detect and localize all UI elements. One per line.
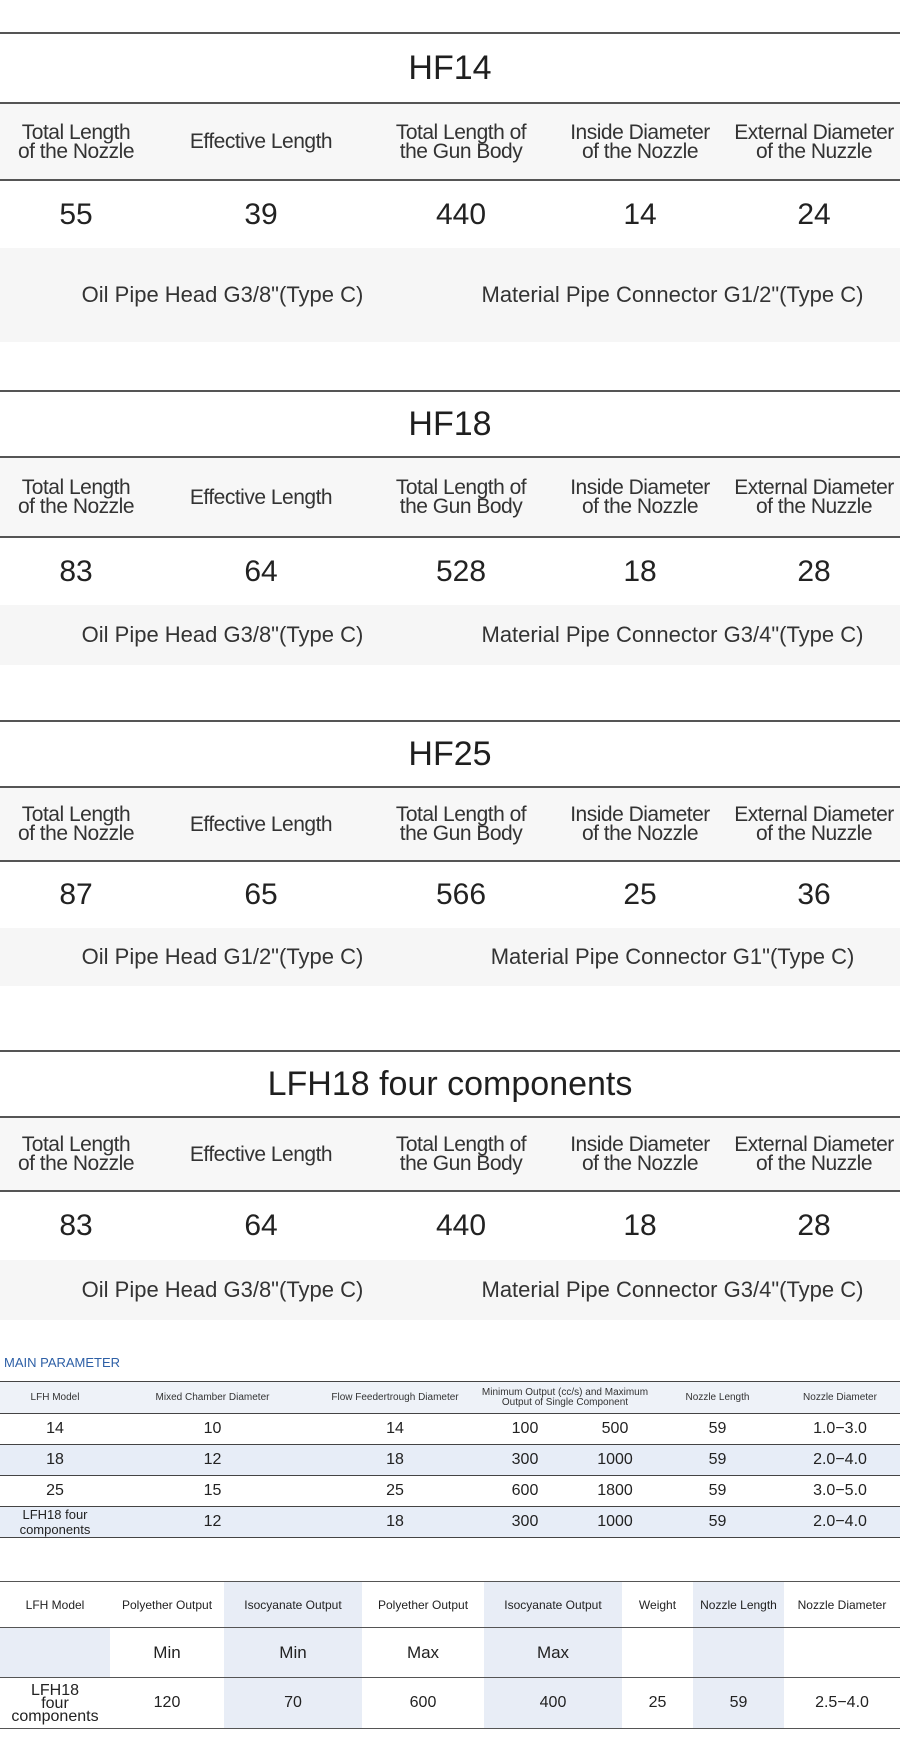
material-pipe-connector: Material Pipe Connector G1/2"(Type C) bbox=[481, 282, 864, 307]
mp-header-mixed-chamber: Mixed Chamber Diameter bbox=[110, 1382, 315, 1414]
header-total-length-gun-body: Total Length of the Gun Body bbox=[395, 476, 527, 518]
out-minmax-cell bbox=[622, 1628, 693, 1678]
value-inside-diameter: 18 bbox=[623, 1209, 657, 1242]
output-minmax-row bbox=[0, 1628, 900, 1678]
value-total-length-gun-body: 566 bbox=[435, 878, 487, 911]
mp-cell: 59 bbox=[655, 1507, 780, 1538]
header-total-length-gun-body: Total Length of the Gun Body bbox=[395, 1133, 527, 1175]
out-header-polyether: Polyether Output bbox=[110, 1582, 224, 1628]
value-total-length-nozzle: 83 bbox=[59, 554, 93, 588]
out-header-nozzle-length: Nozzle Length bbox=[693, 1582, 784, 1628]
value-external-diameter: 28 bbox=[797, 554, 831, 588]
out-value-cell: 600 bbox=[362, 1678, 484, 1729]
header-total-length-nozzle: Total Length of the Nozzle bbox=[17, 120, 135, 163]
spec-block-hf25 bbox=[0, 720, 900, 986]
spec-block-hf18 bbox=[0, 390, 900, 665]
spec-header-row bbox=[0, 1118, 900, 1192]
spec-title: HF18 bbox=[0, 390, 900, 458]
mp-header-nozzle-diameter: Nozzle Diameter bbox=[780, 1382, 900, 1414]
spec-block-hf14 bbox=[0, 32, 900, 342]
out-value-cell: 120 bbox=[110, 1678, 224, 1729]
value-effective-length: 39 bbox=[244, 197, 278, 231]
spec-title: HF14 bbox=[0, 32, 900, 104]
out-header-model: LFH Model bbox=[0, 1582, 110, 1628]
mp-cell: 2.0−4.0 bbox=[780, 1507, 900, 1538]
value-total-length-nozzle: 55 bbox=[59, 197, 93, 231]
mp-cell: 14 bbox=[0, 1414, 110, 1445]
header-effective-length: Effective Length bbox=[189, 485, 333, 509]
value-total-length-nozzle: 83 bbox=[59, 1209, 93, 1242]
material-pipe-connector: Material Pipe Connector G3/4"(Type C) bbox=[481, 622, 864, 647]
spec-value-row bbox=[0, 1192, 900, 1260]
out-minmax-cell: Max bbox=[362, 1628, 484, 1678]
out-header-isocyanate: Isocyanate Output bbox=[484, 1582, 622, 1628]
out-value-cell: 70 bbox=[224, 1678, 362, 1729]
header-inside-diameter: Inside Diameter of the Nozzle bbox=[570, 120, 710, 163]
mp-header-flow-feeder: Flow Feedertrough Diameter bbox=[315, 1382, 475, 1414]
out-header-nozzle-diameter: Nozzle Diameter bbox=[784, 1582, 900, 1628]
value-inside-diameter: 18 bbox=[623, 554, 657, 588]
spec-title: HF25 bbox=[0, 720, 900, 788]
spec-value-row bbox=[0, 538, 900, 605]
out-minmax-cell: Max bbox=[484, 1628, 622, 1678]
value-external-diameter: 28 bbox=[797, 1209, 831, 1242]
header-total-length-gun-body: Total Length of the Gun Body bbox=[395, 120, 527, 163]
mp-cell: 3.0−5.0 bbox=[780, 1476, 900, 1507]
out-value-cell: 400 bbox=[484, 1678, 622, 1729]
spec-connector-row bbox=[0, 928, 900, 986]
mp-cell: 10 bbox=[110, 1414, 315, 1445]
header-inside-diameter: Inside Diameter of the Nozzle bbox=[570, 803, 710, 845]
value-inside-diameter: 14 bbox=[623, 197, 657, 231]
mp-cell: 300 bbox=[475, 1445, 575, 1476]
mp-cell: LFH18 four components bbox=[0, 1507, 110, 1538]
mp-cell: 18 bbox=[0, 1445, 110, 1476]
mp-header-output: Minimum Output (cc/s) and Maximum Output of Single Component bbox=[475, 1382, 655, 1414]
mp-cell: 18 bbox=[315, 1445, 475, 1476]
header-total-length-nozzle: Total Length of the Nozzle bbox=[17, 803, 135, 845]
main-parameter-label: MAIN PARAMETER bbox=[4, 1355, 121, 1370]
spec-block-lfh18 bbox=[0, 1050, 900, 1320]
header-total-length-gun-body: Total Length of the Gun Body bbox=[395, 803, 527, 845]
mp-cell: 300 bbox=[475, 1507, 575, 1538]
value-effective-length: 65 bbox=[244, 878, 278, 911]
material-pipe-connector: Material Pipe Connector G3/4"(Type C) bbox=[481, 1277, 864, 1302]
spec-title: LFH18 four components bbox=[0, 1050, 900, 1118]
out-value-cell: 25 bbox=[622, 1678, 693, 1729]
table-row bbox=[0, 1445, 900, 1476]
header-external-diameter: External Diameter of the Nuzzle bbox=[734, 476, 894, 518]
material-pipe-connector: Material Pipe Connector G1"(Type C) bbox=[490, 944, 855, 969]
mp-header-model: LFH Model bbox=[0, 1382, 110, 1414]
oil-pipe-head: Oil Pipe Head G3/8"(Type C) bbox=[81, 1277, 364, 1302]
value-external-diameter: 36 bbox=[797, 878, 831, 911]
header-external-diameter: External Diameter of the Nuzzle bbox=[734, 1133, 894, 1175]
output-table bbox=[0, 1581, 900, 1729]
header-external-diameter: External Diameter of the Nuzzle bbox=[734, 120, 894, 163]
mp-cell: 14 bbox=[315, 1414, 475, 1445]
table-row bbox=[0, 1507, 900, 1538]
output-header-row bbox=[0, 1582, 900, 1628]
mp-cell: 1.0−3.0 bbox=[780, 1414, 900, 1445]
spec-header-row bbox=[0, 788, 900, 862]
spec-value-row bbox=[0, 862, 900, 928]
header-effective-length: Effective Length bbox=[189, 812, 333, 836]
header-inside-diameter: Inside Diameter of the Nozzle bbox=[570, 1133, 710, 1175]
out-minmax-cell: Min bbox=[110, 1628, 224, 1678]
table-row bbox=[0, 1476, 900, 1507]
oil-pipe-head: Oil Pipe Head G3/8"(Type C) bbox=[81, 282, 364, 307]
out-header-weight: Weight bbox=[622, 1582, 693, 1628]
out-header-polyether: Polyether Output bbox=[362, 1582, 484, 1628]
mp-cell: 59 bbox=[655, 1476, 780, 1507]
mp-cell: 59 bbox=[655, 1414, 780, 1445]
header-total-length-nozzle: Total Length of the Nozzle bbox=[17, 1133, 135, 1175]
mp-cell: 25 bbox=[315, 1476, 475, 1507]
mp-cell: 25 bbox=[0, 1476, 110, 1507]
out-value-cell: 59 bbox=[693, 1678, 784, 1729]
spec-connector-row bbox=[0, 605, 900, 665]
out-minmax-cell bbox=[784, 1628, 900, 1678]
spec-connector-row bbox=[0, 248, 900, 342]
mp-cell: 12 bbox=[110, 1445, 315, 1476]
main-parameter-table bbox=[0, 1381, 900, 1538]
output-value-row bbox=[0, 1678, 900, 1729]
header-effective-length: Effective Length bbox=[189, 130, 333, 153]
mp-cell: 15 bbox=[110, 1476, 315, 1507]
mp-cell: 1000 bbox=[575, 1507, 655, 1538]
out-header-isocyanate: Isocyanate Output bbox=[224, 1582, 362, 1628]
spec-value-row bbox=[0, 181, 900, 248]
mp-cell: 1800 bbox=[575, 1476, 655, 1507]
spec-header-row bbox=[0, 104, 900, 181]
spec-connector-row bbox=[0, 1260, 900, 1320]
main-parameter-header-row bbox=[0, 1382, 900, 1414]
mp-cell: 18 bbox=[315, 1507, 475, 1538]
mp-cell: 600 bbox=[475, 1476, 575, 1507]
value-effective-length: 64 bbox=[244, 554, 278, 588]
value-total-length-gun-body: 528 bbox=[435, 554, 487, 588]
out-minmax-cell bbox=[0, 1628, 110, 1678]
mp-cell: 100 bbox=[475, 1414, 575, 1445]
header-inside-diameter: Inside Diameter of the Nozzle bbox=[570, 476, 710, 518]
out-value-model: LFH18 four components bbox=[0, 1678, 110, 1729]
oil-pipe-head: Oil Pipe Head G3/8"(Type C) bbox=[81, 622, 364, 647]
value-effective-length: 64 bbox=[244, 1209, 278, 1242]
out-minmax-cell: Min bbox=[224, 1628, 362, 1678]
value-inside-diameter: 25 bbox=[623, 878, 657, 911]
table-row bbox=[0, 1414, 900, 1445]
mp-cell: 59 bbox=[655, 1445, 780, 1476]
spec-header-row bbox=[0, 458, 900, 538]
mp-cell: 1000 bbox=[575, 1445, 655, 1476]
oil-pipe-head: Oil Pipe Head G1/2"(Type C) bbox=[81, 944, 364, 969]
out-value-cell: 2.5−4.0 bbox=[784, 1678, 900, 1729]
mp-cell: 2.0−4.0 bbox=[780, 1445, 900, 1476]
value-total-length-gun-body: 440 bbox=[435, 1209, 487, 1242]
out-minmax-cell bbox=[693, 1628, 784, 1678]
value-total-length-nozzle: 87 bbox=[59, 878, 93, 911]
mp-cell: 500 bbox=[575, 1414, 655, 1445]
value-total-length-gun-body: 440 bbox=[435, 197, 487, 231]
value-external-diameter: 24 bbox=[797, 197, 831, 231]
header-effective-length: Effective Length bbox=[189, 1142, 333, 1166]
mp-cell: 12 bbox=[110, 1507, 315, 1538]
header-total-length-nozzle: Total Length of the Nozzle bbox=[17, 476, 135, 518]
header-external-diameter: External Diameter of the Nuzzle bbox=[734, 803, 894, 845]
mp-header-nozzle-length: Nozzle Length bbox=[655, 1382, 780, 1414]
